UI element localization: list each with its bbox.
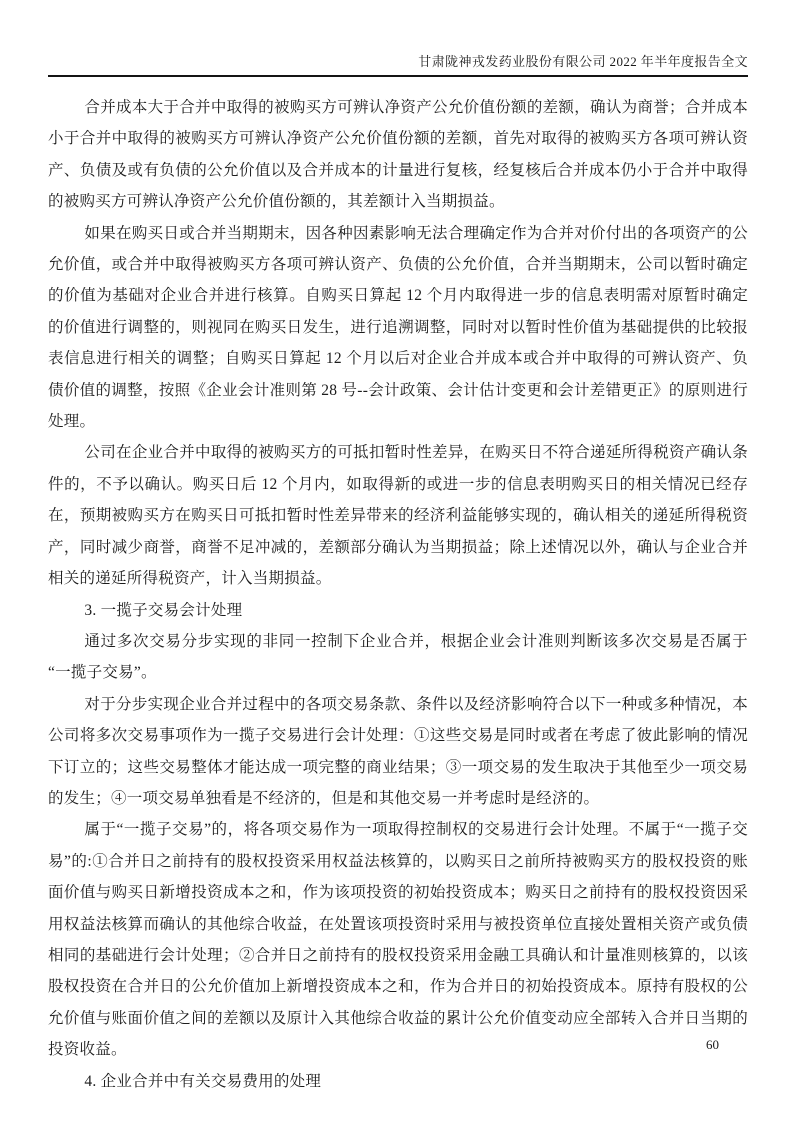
report-title: 甘肃陇神戎发药业股份有限公司 2022 年半年度报告全文 (418, 54, 748, 69)
document-body (48, 92, 748, 1097)
section-heading-transaction-fees: 4. 企业合并中有关交易费用的处理 (84, 1072, 322, 1090)
paragraph-step-acquisition-judgement: 通过多次交易分步实现的非同一控制下企业合并，根据企业会计准则判断该多次交易是否属于“一揽子交易”。 (48, 632, 748, 682)
page-header (48, 0, 748, 77)
paragraph-goodwill-recognition: 合并成本大于合并中取得的被购买方可辨认净资产公允价值份额的差额，确认为商誉；合并成本小于合并中取得的被购买方可辨认净资产公允价值份额的差额，首先对取得的被购买方各项可辨认资产、负债及或有负债的公允价值以及合并成本的计量进行复核，经复核后合并成本仍小于合并中取得的被购买方可辨认净资产公允价值份额的，其差额计入当期损益。 (48, 99, 748, 211)
paragraph-deductible-temporary-difference: 公司在企业合并中取得的被购买方的可抵扣暂时性差异，在购买日不符合递延所得税资产确认条件的，不予以确认。购买日后 12 个月内，如取得新的或进一步的信息表明购买日的相关情况已经存在，预期被购买方在购买日可抵扣暂时性差异带来的经济利益能够实现的，确认相关的递延所得税资产，同时减少商誉，商誉不足冲减的，差额部分确认为当期损益；除上述情况以外，确认与企业合并相关的递延所得税资产，计入当期损益。 (48, 444, 748, 588)
paragraph-provisional-value-adjustment: 如果在购买日或合并当期期末，因各种因素影响无法合理确定作为合并对价付出的各项资产的公允价值，或合并中取得被购买方各项可辨认资产、负债的公允价值，合并当期期末，公司以暂时确定的价值为基础对企业合并进行核算。自购买日算起 12 个月内取得进一步的信息表明需对原暂时确定的价值进行调整的，则视同在购买日发生，进行追溯调整，同时对以暂时性价值为基础提供的比较报表信息进行相关的调整；自购买日算起 12 个月以后对企业合并成本或合并中取得的可辨认资产、负债价值的调整，按照《企业会计准则第 28 号--会计政策、会计估计变更和会计差错更正》的原则进行处理。 (48, 224, 748, 431)
section-heading-basket-transaction: 3. 一揽子交易会计处理 (84, 601, 243, 619)
paragraph-basket-transaction-criteria: 对于分步实现企业合并过程中的各项交易条款、条件以及经济影响符合以下一种或多种情况，本公司将多次交易事项作为一揽子交易进行会计处理：①这些交易是同时或者在考虑了彼此影响的情况下订立的；这些交易整体才能达成一项完整的商业结果；③一项交易的发生取决于其他至少一项交易的发生；④一项交易单独看是不经济的，但是和其他交易一并考虑时是经济的。 (48, 695, 748, 807)
page-number: 60 (706, 1037, 719, 1052)
paragraph-basket-transaction-accounting: 属于“一揽子交易”的，将各项交易作为一项取得控制权的交易进行会计处理。不属于“一揽子交易”的:①合并日之前持有的股权投资采用权益法核算的，以购买日之前所持被购买方的股权投资的账面价值与购买日新增投资成本之和，作为该项投资的初始投资成本；购买日之前持有的股权投资因采用权益法核算而确认的其他综合收益，在处置该项投资时采用与被投资单位直接处置相关资产或负债相同的基础进行会计处理；②合并日之前持有的股权投资采用金融工具确认和计量准则核算的，以该股权投资在合并日的公允价值加上新增投资成本之和，作为合并日的初始投资成本。原持有股权的公允价值与账面价值之间的差额以及原计入其他综合收益的累计公允价值变动应全部转入合并日当期的投资收益。 (48, 821, 748, 1059)
